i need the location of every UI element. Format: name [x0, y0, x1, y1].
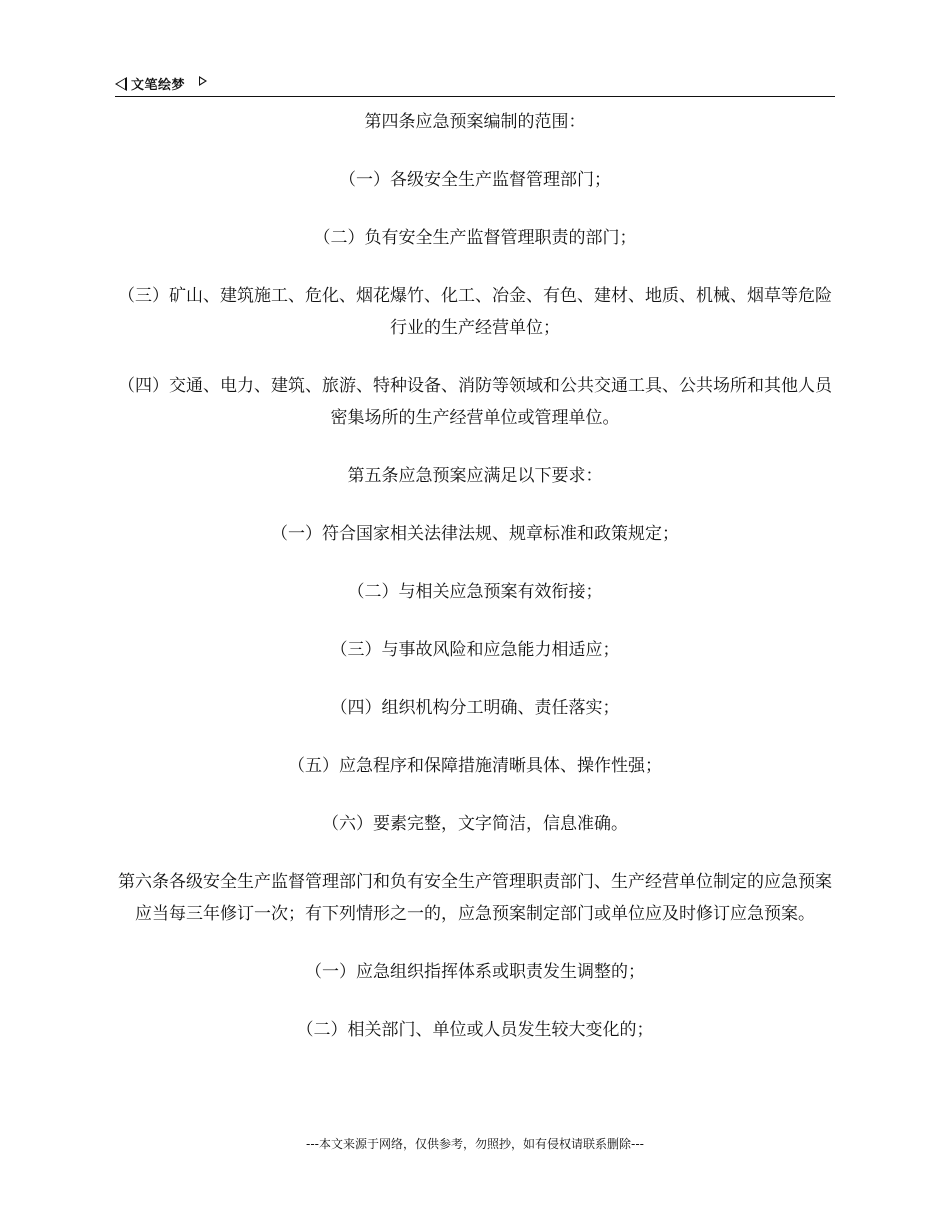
header-title: 文笔绘梦	[131, 78, 186, 93]
paragraph: （二）相关部门、单位或人员发生较大变化的；	[296, 1020, 654, 1040]
paragraph: （四）组织机构分工明确、责任落实；	[330, 698, 620, 718]
header-brand	[115, 74, 207, 93]
paragraph: 第五条应急预案应满足以下要求：	[347, 466, 603, 486]
paragraph: （二）负有安全生产监督管理职责的部门；	[313, 228, 637, 248]
paragraph: （一）各级安全生产监督管理部门；	[339, 170, 611, 190]
footer-disclaimer: ---本文来源于网络，仅供参考，勿照抄，如有侵权请联系删除---	[306, 1137, 644, 1151]
paragraph: 第四条应急预案编制的范围：	[364, 112, 586, 132]
paragraph: （三）与事故风险和应急能力相适应；	[330, 640, 620, 660]
triangle-left-icon	[115, 77, 127, 91]
paragraph: （一）符合国家相关法律法规、规章标准和政策规定；	[271, 524, 679, 544]
paragraph: （一）应急组织指挥体系或职责发生调整的；	[305, 962, 645, 982]
triangle-right-icon	[199, 76, 207, 86]
paragraph: （四）交通、电力、建筑、旅游、特种设备、消防等领域和公共交通工具、公共场所和其他人员密集场所的生产经营单位或管理单位。	[118, 376, 832, 428]
paragraph: （六）要素完整，文字简洁，信息准确。	[322, 814, 628, 834]
paragraph: （三）矿山、建筑施工、危化、烟花爆竹、化工、冶金、有色、建材、地质、机械、烟草等危险行业的生产经营单位；	[118, 286, 832, 338]
page-header	[115, 72, 835, 97]
paragraph: 第六条各级安全生产监督管理部门和负有安全生产管理职责部门、生产经营单位制定的应急预案应当每三年修订一次；有下列情形之一的，应急预案制定部门或单位应及时修订应急预案。	[118, 872, 832, 924]
document-body	[118, 106, 832, 1046]
paragraph: （二）与相关应急预案有效衔接；	[347, 582, 603, 602]
paragraph: （五）应急程序和保障措施清晰具体、操作性强；	[288, 756, 662, 776]
